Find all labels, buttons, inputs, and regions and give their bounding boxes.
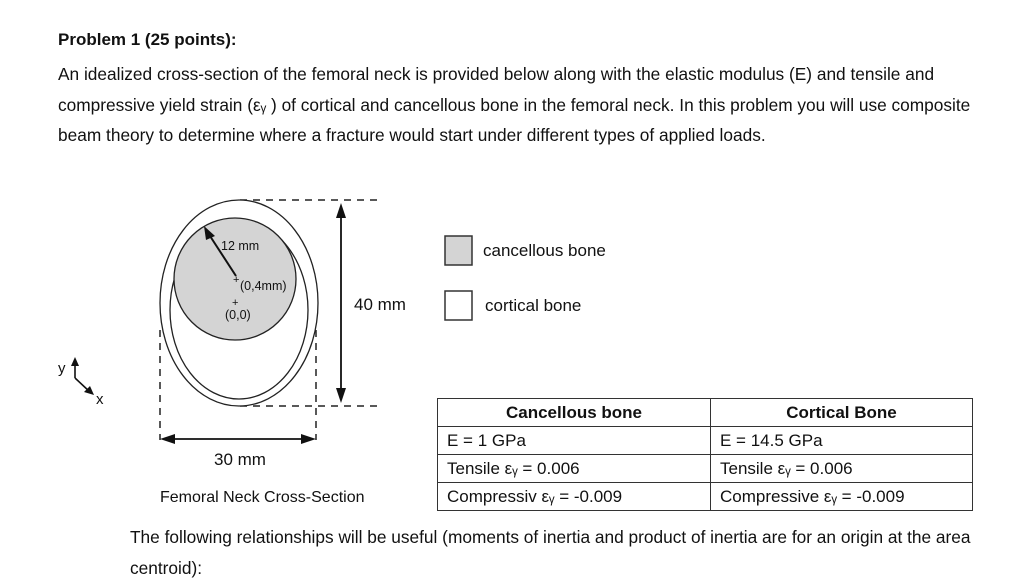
legend-label-cancellous: cancellous bone	[483, 241, 606, 260]
table-header-row	[438, 399, 973, 427]
table-row	[438, 483, 973, 511]
center-plus: +	[233, 274, 240, 286]
axis-y-label: y	[58, 360, 66, 377]
axis-x-label: x	[96, 391, 104, 408]
height-arrow-bottom	[336, 388, 346, 403]
material-properties-table	[437, 398, 973, 511]
table-header-cortical: Cortical Bone	[711, 399, 973, 427]
width-arrow-right	[301, 434, 316, 444]
figure-caption: Femoral Neck Cross-Section	[160, 489, 365, 506]
table-cell: Compressive εᵧ = -0.009	[711, 483, 973, 511]
table-cell: Tensile εᵧ = 0.006	[438, 455, 711, 483]
legend-swatch-cancellous	[445, 236, 472, 265]
height-arrow-top	[336, 203, 346, 218]
origin-plus: +	[232, 297, 239, 309]
problem-intro: An idealized cross-section of the femoral neck is provided below along with the elastic modulus (E) and tensile and compressive yield strain (εᵧ ) of cortical and cancellous bone in the femoral neck. In this problem you will use composite beam theory to determine where a fracture would start under different types of applied loads.	[58, 64, 971, 146]
table-cell: Tensile εᵧ = 0.006	[711, 455, 973, 483]
width-arrow-left	[160, 434, 175, 444]
axis-y-arrowhead	[71, 357, 79, 366]
width-label: 30 mm	[214, 450, 266, 469]
legend-label-cortical: cortical bone	[485, 296, 582, 315]
relationships-intro: The following relationships will be useful (moments of inertia and product of inertia are for an origin at the area centroid):	[130, 527, 971, 578]
legend-swatch-cortical	[445, 291, 472, 320]
height-label: 40 mm	[354, 295, 406, 314]
origin-label: (0,0)	[225, 308, 251, 322]
table-header-cancellous: Cancellous bone	[438, 399, 711, 427]
table-row	[438, 455, 973, 483]
radius-label: 12 mm	[221, 239, 260, 253]
table-cell: E = 14.5 GPa	[711, 427, 973, 455]
table-cell: E = 1 GPa	[438, 427, 711, 455]
problem-heading: Problem 1 (25 points):	[58, 30, 237, 49]
table-row	[438, 427, 973, 455]
table-cell: Compressiv εᵧ = -0.009	[438, 483, 711, 511]
center-label: (0,4mm)	[240, 279, 287, 293]
